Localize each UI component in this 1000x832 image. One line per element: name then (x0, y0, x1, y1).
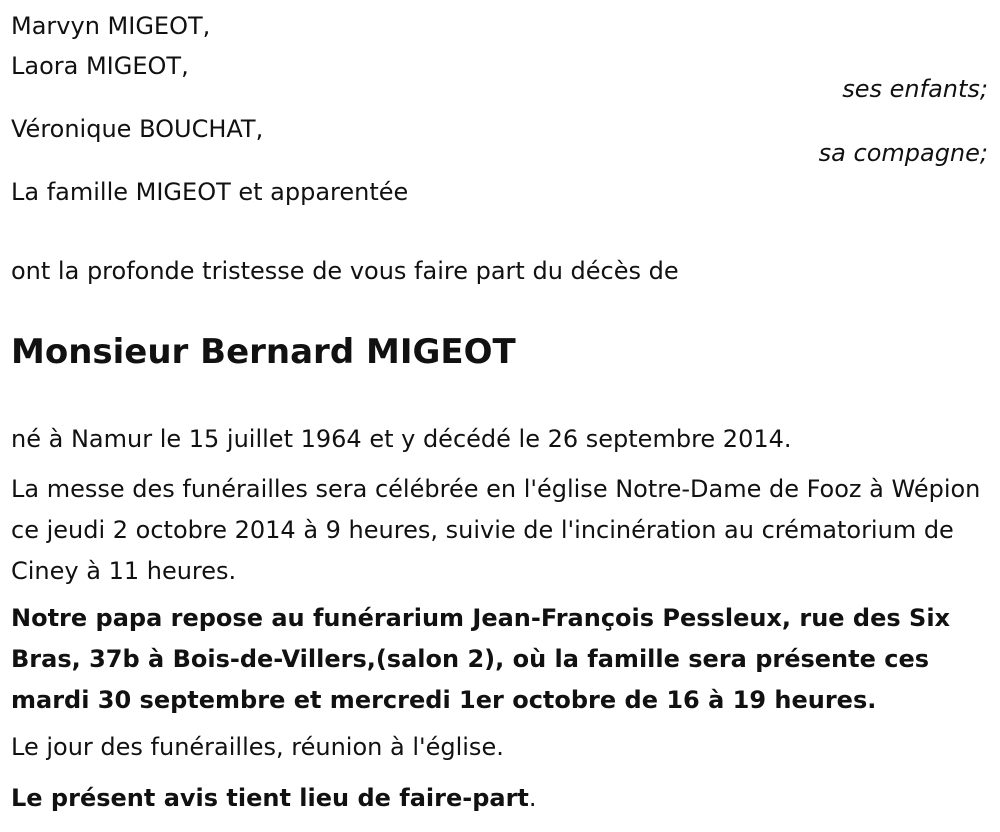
notice-text: Le présent avis tient lieu de faire-part (11, 784, 529, 812)
family-line: La famille MIGEOT et apparentée (11, 178, 409, 206)
visitation-text: Notre papa repose au funérarium Jean-François Pessleux, rue des Six Bras, 37b à Bois-de-Villers,(salon 2), où la famille sera présente ces mardi 30 septembre et mercredi 1er octobre de 16 à 19 heures. (11, 604, 951, 714)
notice-line (11, 782, 537, 814)
partner-role: sa compagne; (818, 139, 988, 167)
child-name-2: Laora MIGEOT, (11, 52, 189, 80)
notice-period: . (528, 784, 537, 812)
announcement-text: ont la profonde tristesse de vous faire part du décès de (11, 257, 679, 285)
meeting-text: Le jour des funérailles, réunion à l'église. (11, 733, 504, 761)
child-name-1: Marvyn MIGEOT, (11, 12, 211, 40)
partner-name: Véronique BOUCHAT, (11, 115, 264, 143)
children-role: ses enfants; (842, 75, 988, 103)
deceased-name: Monsieur Bernard MIGEOT (11, 332, 516, 372)
funeral-mass-text: La messe des funérailles sera célébrée en l'église Notre-Dame de Fooz à Wépion ce jeudi 2 octobre 2014 à 9 heures, suivie de l'incinération au crématorium de Ciney à 11 heures. (11, 475, 981, 585)
birth-death-text: né à Namur le 15 juillet 1964 et y décédé le 26 septembre 2014. (11, 425, 792, 453)
